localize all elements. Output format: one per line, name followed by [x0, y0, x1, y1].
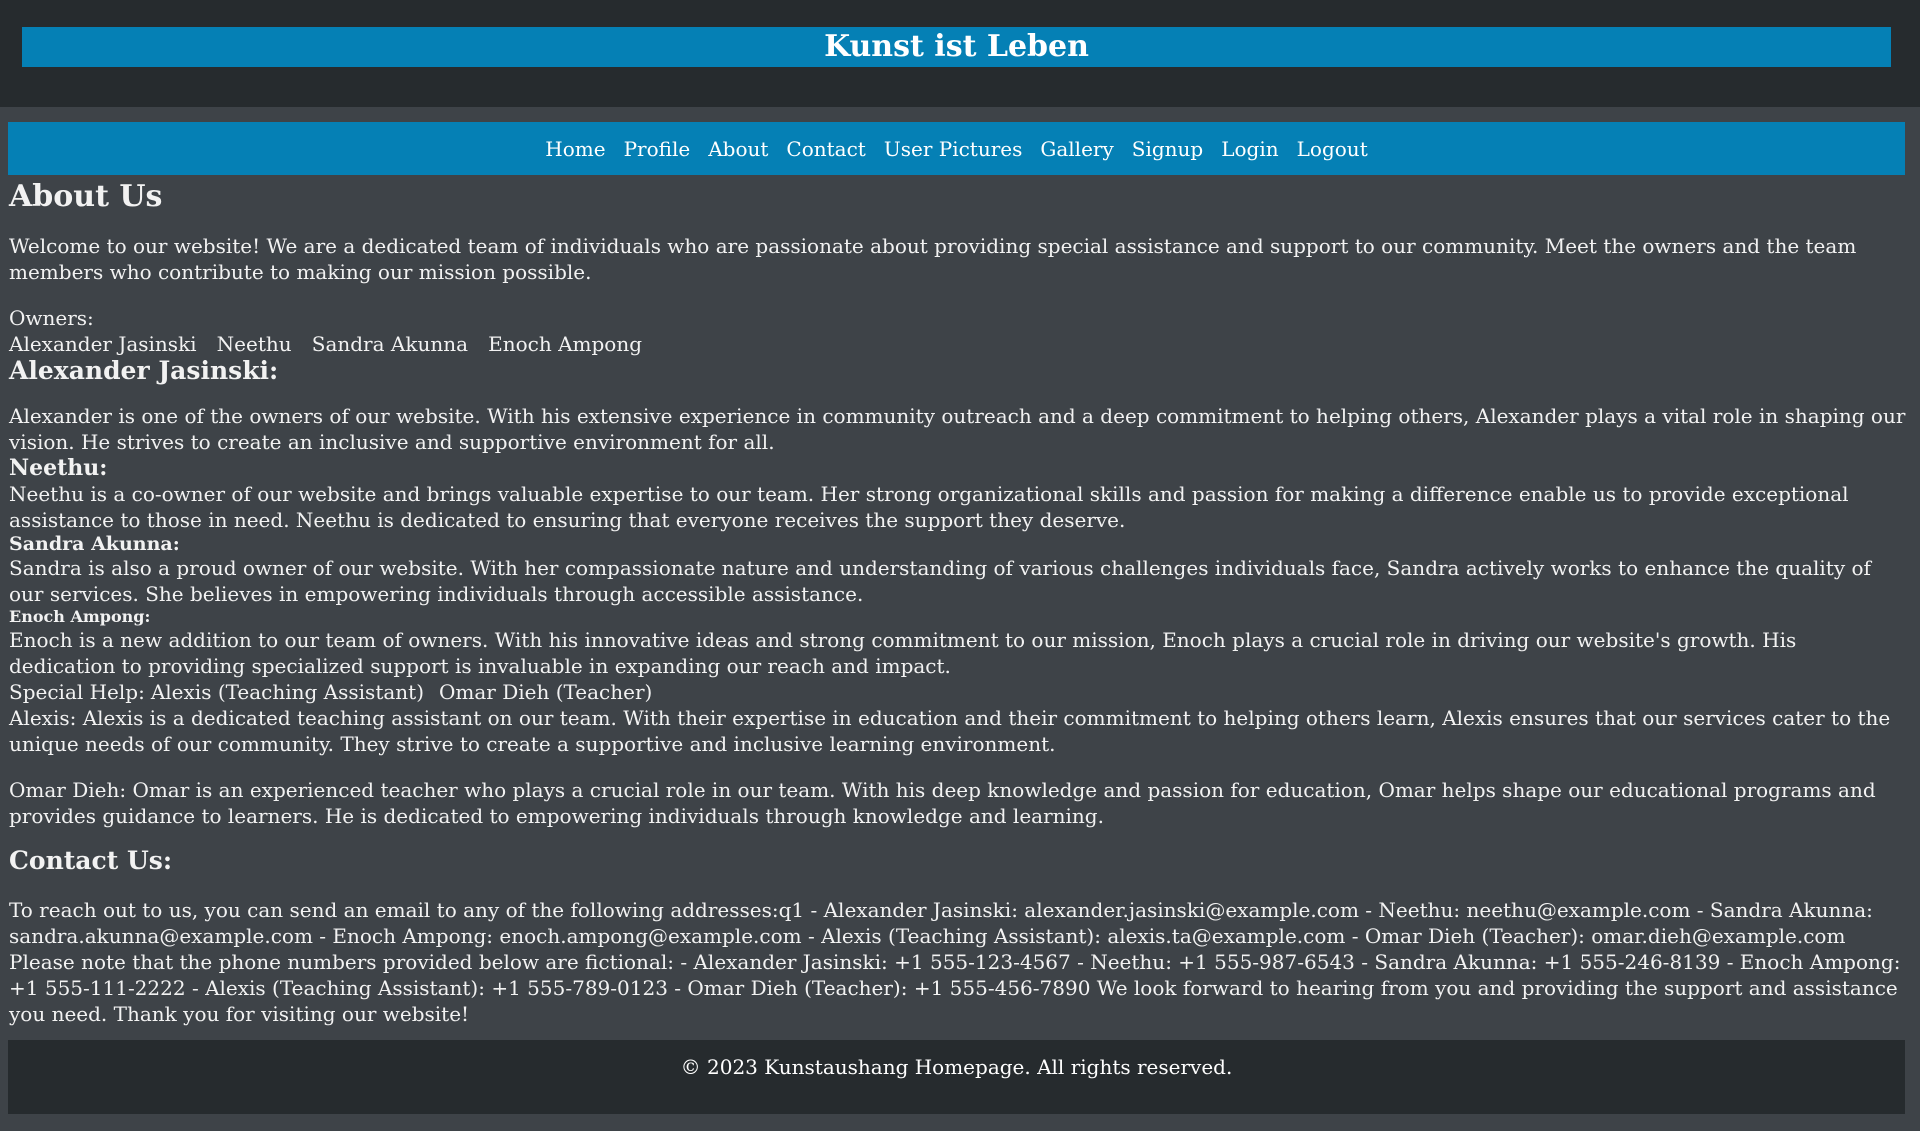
special-help-name: Alexis (Teaching Assistant) [150, 680, 424, 704]
main-nav [8, 122, 1905, 175]
nav-signup-link[interactable]: Signup [1131, 136, 1204, 161]
special-help-label: Special Help: [9, 680, 145, 704]
site-footer [8, 1040, 1905, 1114]
nav-login-link[interactable]: Login [1221, 136, 1279, 161]
owner-name: Enoch Ampong [488, 332, 643, 356]
nav-user-pictures-link[interactable]: User Pictures [883, 136, 1023, 161]
footer-copyright: © 2023 Kunstaushang Homepage. All rights reserved. [680, 1055, 1233, 1079]
contact-text: To reach out to us, you can send an email to any of the following addresses:q1 - Alexander Jasinski: alexander.jasinski@example.com - Neethu: neethu@example.com - Sandra Akunna: sandra.akunna@example.com - Enoch Ampong: enoch.ampong@example.com - Alexis (Teaching Assistant): alexis.ta@example.com - Omar Dieh (Teacher): omar.dieh@example.com Please note that the phone numbers provided below are fictional: - Alexander Jasinski: +1 555-123-4567 - Neethu: +1 555-987-6543 - Sandra Akunna: +1 555-246-8139 - Enoch Ampong: +1 555-111-2222 - Alexis (Teaching Assistant): +1 555-789-0123 - Omar Dieh (Teacher): +1 555-456-7890 We look forward to hearing from you and providing the support and assistance you need. Thank you for visiting our website! [9, 898, 1901, 1026]
profile-heading-neethu: Neethu: [9, 455, 108, 481]
about-title: About Us [9, 179, 163, 214]
special-help-line [9, 679, 1907, 705]
nav-contact-link[interactable]: Contact [786, 136, 866, 161]
title-bar [22, 27, 1891, 67]
site-title: Kunst ist Leben [824, 29, 1089, 64]
owner-name: Neethu [216, 332, 292, 356]
owner-name: Sandra Akunna [311, 332, 469, 356]
site-header [0, 0, 1920, 107]
about-intro: Welcome to our website! We are a dedicated team of individuals who are passionate about providing special assistance and support to our community. Meet the owners and the team members who contribute to making our mission possible. [9, 234, 1857, 284]
owners-list [9, 331, 1907, 357]
profile-heading-enoch: Enoch Ampong: [9, 607, 151, 626]
nav-home-link[interactable]: Home [545, 136, 606, 161]
contact-title: Contact Us: [9, 846, 173, 875]
profile-heading-sandra: Sandra Akunna: [9, 533, 180, 555]
profile-text-neethu: Neethu is a co-owner of our website and brings valuable expertise to our team. Her strong organizational skills and passion for making a difference enable us to provide exceptional assistance to those in need. Neethu is dedicated to ensuring that everyone receives the support they deserve. [9, 482, 1849, 532]
main-content [9, 175, 1907, 1027]
nav-about-link[interactable]: About [708, 136, 769, 161]
profile-text-alexander: Alexander is one of the owners of our website. With his extensive experience in community outreach and a deep commitment to helping others, Alexander plays a vital role in shaping our vision. He strives to create an inclusive and supportive environment for all. [9, 404, 1906, 454]
alexis-description: Alexis: Alexis is a dedicated teaching assistant on our team. With their expertise in education and their commitment to helping others learn, Alexis ensures that our services cater to the unique needs of our community. They strive to create a supportive and inclusive learning environment. [9, 706, 1891, 756]
owners-label: Owners: [9, 306, 94, 330]
special-help-name: Omar Dieh (Teacher) [439, 680, 653, 704]
profile-text-sandra: Sandra is also a proud owner of our website. With her compassionate nature and understanding of various challenges individuals face, Sandra actively works to enhance the quality of our services. She believes in empowering individuals through accessible assistance. [9, 556, 1871, 606]
owner-name: Alexander Jasinski [9, 332, 197, 356]
profile-text-enoch: Enoch is a new addition to our team of owners. With his innovative ideas and strong commitment to our mission, Enoch plays a crucial role in driving our website's growth. His dedication to providing specialized support is invaluable in expanding our reach and impact. [9, 628, 1797, 678]
omar-description: Omar Dieh: Omar is an experienced teacher who plays a crucial role in our team. With his deep knowledge and passion for education, Omar helps shape our educational programs and provides guidance to learners. He is dedicated to empowering individuals through knowledge and learning. [9, 778, 1876, 828]
profile-heading-alexander: Alexander Jasinski: [9, 356, 279, 385]
nav-profile-link[interactable]: Profile [623, 136, 691, 161]
nav-logout-link[interactable]: Logout [1296, 136, 1368, 161]
nav-gallery-link[interactable]: Gallery [1040, 136, 1114, 161]
